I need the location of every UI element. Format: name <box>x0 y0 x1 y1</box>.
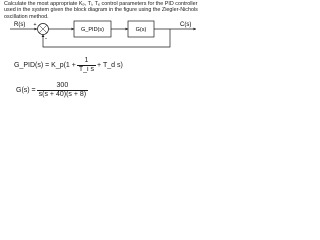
input-label: R(s) <box>14 22 26 28</box>
pid-transfer-function <box>14 55 123 75</box>
problem-statement: Calculate the most appropriate Kₚ, Tᵢ, Tₑ control parameters for the PID controller used in the system given the block diagram in the figure using the Ziegler-Nichols oscillation method. <box>4 1 198 20</box>
summing-plus-sign: + <box>33 22 37 28</box>
plant-transfer-function <box>16 77 89 103</box>
pid-fraction-numerator: 1 <box>84 56 89 64</box>
block-diagram <box>0 19 200 53</box>
output-label: C(s) <box>180 22 192 28</box>
plant-label: G(s) <box>135 27 147 33</box>
pid-equation-lhs: G_PID(s) = K_p(1 + <box>14 61 76 69</box>
summing-minus-sign: - <box>45 36 47 42</box>
plant-fraction <box>37 82 88 99</box>
pid-equation-tail: + T_d s) <box>97 61 123 69</box>
plant-equation-lhs: G(s) = <box>16 86 36 94</box>
pid-controller-label: G_PID(s) <box>81 27 104 33</box>
plant-numerator: 300 <box>56 81 69 89</box>
pid-fraction-denominator: T_i s <box>78 65 95 73</box>
plant-denominator: s(s + 40)(s + 8) <box>38 90 87 98</box>
pid-integral-fraction <box>77 57 96 74</box>
